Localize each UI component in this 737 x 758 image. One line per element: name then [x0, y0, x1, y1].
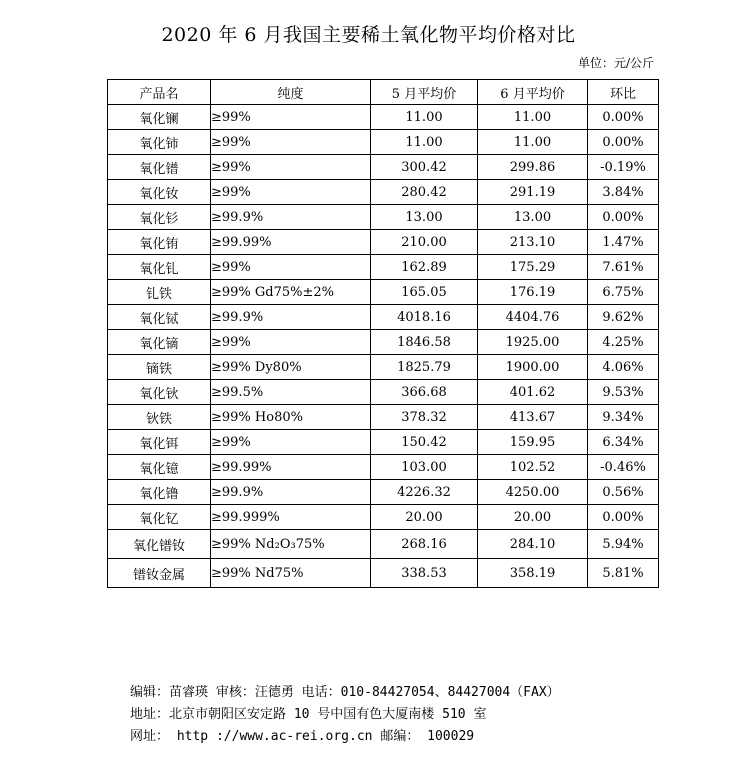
- june-price-cell: 1900.00: [478, 355, 588, 380]
- june-price-cell: 20.00: [478, 505, 588, 530]
- table-row: [108, 559, 659, 588]
- change-cell: 1.47%: [588, 230, 659, 255]
- june-price-cell: 4404.76: [478, 305, 588, 330]
- purity-value: ≥99%: [211, 159, 251, 175]
- june-price-cell: 176.19: [478, 280, 588, 305]
- may-price-cell: 4018.16: [371, 305, 478, 330]
- product-name-cell: 钆铁: [108, 280, 211, 305]
- product-name-cell: 氧化铒: [108, 430, 211, 455]
- table-row: [108, 280, 659, 305]
- product-name-cell: 氧化铽: [108, 305, 211, 330]
- change-cell: 5.94%: [588, 530, 659, 559]
- purity-cell: [211, 455, 371, 480]
- table-row: [108, 105, 659, 130]
- footer-editor-contact: 编辑：苗睿瑛 审核：汪德勇 电话：010-84427054、84427004（FAX）: [130, 685, 560, 700]
- product-name-cell: 氧化镥: [108, 480, 211, 505]
- change-cell: 4.06%: [588, 355, 659, 380]
- change-cell: 0.00%: [588, 505, 659, 530]
- change-cell: 6.75%: [588, 280, 659, 305]
- purity-cell: [211, 205, 371, 230]
- purity-cell: [211, 255, 371, 280]
- may-price-cell: 280.42: [371, 180, 478, 205]
- product-name-cell: 氧化镨: [108, 155, 211, 180]
- purity-cell: [211, 559, 371, 588]
- may-price-cell: 103.00: [371, 455, 478, 480]
- product-name-cell: 氧化钬: [108, 380, 211, 405]
- price-table: [107, 79, 659, 588]
- may-price-cell: 268.16: [371, 530, 478, 559]
- purity-value: ≥99.9%: [211, 309, 264, 325]
- purity-cell: [211, 380, 371, 405]
- purity-value: ≥99%: [211, 259, 251, 275]
- june-price-cell: 4250.00: [478, 480, 588, 505]
- table-row: [108, 355, 659, 380]
- purity-value: ≥99.99%: [211, 459, 272, 475]
- june-price-cell: 13.00: [478, 205, 588, 230]
- purity-cell: [211, 355, 371, 380]
- may-price-cell: 366.68: [371, 380, 478, 405]
- change-cell: -0.46%: [588, 455, 659, 480]
- purity-cell: [211, 230, 371, 255]
- purity-value: ≥99.999%: [211, 509, 280, 525]
- june-price-cell: 358.19: [478, 559, 588, 588]
- footer-address: 地址：北京市朝阳区安定路 10 号中国有色大厦南楼 510 室: [130, 707, 487, 722]
- table-row: [108, 530, 659, 559]
- change-cell: 0.00%: [588, 105, 659, 130]
- purity-cell: [211, 330, 371, 355]
- purity-value: ≥99%: [211, 109, 251, 125]
- purity-value: ≥99.99%: [211, 234, 272, 250]
- purity-cell: [211, 105, 371, 130]
- purity-value: ≥99.5%: [211, 384, 264, 400]
- may-price-cell: 338.53: [371, 559, 478, 588]
- purity-cell: [211, 430, 371, 455]
- table-header-row: [108, 80, 659, 105]
- june-price-cell: 291.19: [478, 180, 588, 205]
- may-price-cell: 162.89: [371, 255, 478, 280]
- header-may-price: 5 月平均价: [371, 80, 478, 105]
- purity-cell: [211, 280, 371, 305]
- product-name-cell: 氧化镝: [108, 330, 211, 355]
- product-name-cell: 氧化镨钕: [108, 530, 211, 559]
- may-price-cell: 210.00: [371, 230, 478, 255]
- purity-value: ≥99% Gd75%±2%: [211, 284, 335, 300]
- table-row: [108, 180, 659, 205]
- change-cell: -0.19%: [588, 155, 659, 180]
- purity-value: ≥99%: [211, 134, 251, 150]
- change-cell: 0.56%: [588, 480, 659, 505]
- may-price-cell: 20.00: [371, 505, 478, 530]
- header-purity: 纯度: [211, 80, 371, 105]
- purity-cell: [211, 405, 371, 430]
- change-cell: 0.00%: [588, 130, 659, 155]
- may-price-cell: 13.00: [371, 205, 478, 230]
- table-row: [108, 205, 659, 230]
- header-change: 环比: [588, 80, 659, 105]
- june-price-cell: 11.00: [478, 130, 588, 155]
- purity-value: ≥99.9%: [211, 209, 264, 225]
- table-row: [108, 130, 659, 155]
- table-row: [108, 155, 659, 180]
- table-row: [108, 380, 659, 405]
- purity-value: ≥99%: [211, 334, 251, 350]
- table-row: [108, 330, 659, 355]
- change-cell: 6.34%: [588, 430, 659, 455]
- purity-value: ≥99% Dy80%: [211, 359, 302, 375]
- table-row: [108, 505, 659, 530]
- june-price-cell: 1925.00: [478, 330, 588, 355]
- purity-value: ≥99% Nd75%: [211, 565, 304, 581]
- table-row: [108, 480, 659, 505]
- table-row: [108, 405, 659, 430]
- header-product-name: 产品名: [108, 80, 211, 105]
- product-name-cell: 氧化镧: [108, 105, 211, 130]
- purity-value: ≥99% Ho80%: [211, 409, 303, 425]
- change-cell: 3.84%: [588, 180, 659, 205]
- may-price-cell: 300.42: [371, 155, 478, 180]
- purity-value: ≥99%: [211, 184, 251, 200]
- june-price-cell: 401.62: [478, 380, 588, 405]
- change-cell: 9.62%: [588, 305, 659, 330]
- purity-cell: [211, 155, 371, 180]
- june-price-cell: 284.10: [478, 530, 588, 559]
- table-row: [108, 255, 659, 280]
- product-name-cell: 钬铁: [108, 405, 211, 430]
- june-price-cell: 175.29: [478, 255, 588, 280]
- may-price-cell: 4226.32: [371, 480, 478, 505]
- table-row: [108, 455, 659, 480]
- footer-website: 网址： http ://www.ac-rei.org.cn 邮编： 100029: [130, 729, 475, 744]
- header-june-price: 6 月平均价: [478, 80, 588, 105]
- product-name-cell: 氧化钆: [108, 255, 211, 280]
- may-price-cell: 11.00: [371, 130, 478, 155]
- change-cell: 9.34%: [588, 405, 659, 430]
- may-price-cell: 1825.79: [371, 355, 478, 380]
- table-body: [108, 105, 659, 588]
- june-price-cell: 11.00: [478, 105, 588, 130]
- product-name-cell: 氧化钇: [108, 505, 211, 530]
- may-price-cell: 378.32: [371, 405, 478, 430]
- change-cell: 7.61%: [588, 255, 659, 280]
- may-price-cell: 150.42: [371, 430, 478, 455]
- change-cell: 4.25%: [588, 330, 659, 355]
- purity-value: ≥99.9%: [211, 484, 264, 500]
- june-price-cell: 159.95: [478, 430, 588, 455]
- change-cell: 0.00%: [588, 205, 659, 230]
- purity-cell: [211, 130, 371, 155]
- table-row: [108, 230, 659, 255]
- change-cell: 5.81%: [588, 559, 659, 588]
- june-price-cell: 413.67: [478, 405, 588, 430]
- product-name-cell: 镨钕金属: [108, 559, 211, 588]
- purity-value: ≥99%: [211, 434, 251, 450]
- unit-label: 单位：元/公斤: [577, 56, 654, 70]
- purity-cell: [211, 505, 371, 530]
- purity-cell: [211, 180, 371, 205]
- purity-cell: [211, 305, 371, 330]
- product-name-cell: 氧化铕: [108, 230, 211, 255]
- june-price-cell: 299.86: [478, 155, 588, 180]
- product-name-cell: 氧化钕: [108, 180, 211, 205]
- may-price-cell: 11.00: [371, 105, 478, 130]
- product-name-cell: 氧化钐: [108, 205, 211, 230]
- change-cell: 9.53%: [588, 380, 659, 405]
- page-title: 2020 年 6 月我国主要稀土氧化物平均价格对比: [161, 24, 576, 46]
- purity-cell: [211, 480, 371, 505]
- product-name-cell: 氧化镱: [108, 455, 211, 480]
- purity-cell: [211, 530, 371, 559]
- table-row: [108, 430, 659, 455]
- june-price-cell: 213.10: [478, 230, 588, 255]
- table-row: [108, 305, 659, 330]
- product-name-cell: 氧化铈: [108, 130, 211, 155]
- product-name-cell: 镝铁: [108, 355, 211, 380]
- may-price-cell: 165.05: [371, 280, 478, 305]
- purity-value: ≥99% Nd₂O₃75%: [211, 536, 325, 552]
- may-price-cell: 1846.58: [371, 330, 478, 355]
- june-price-cell: 102.52: [478, 455, 588, 480]
